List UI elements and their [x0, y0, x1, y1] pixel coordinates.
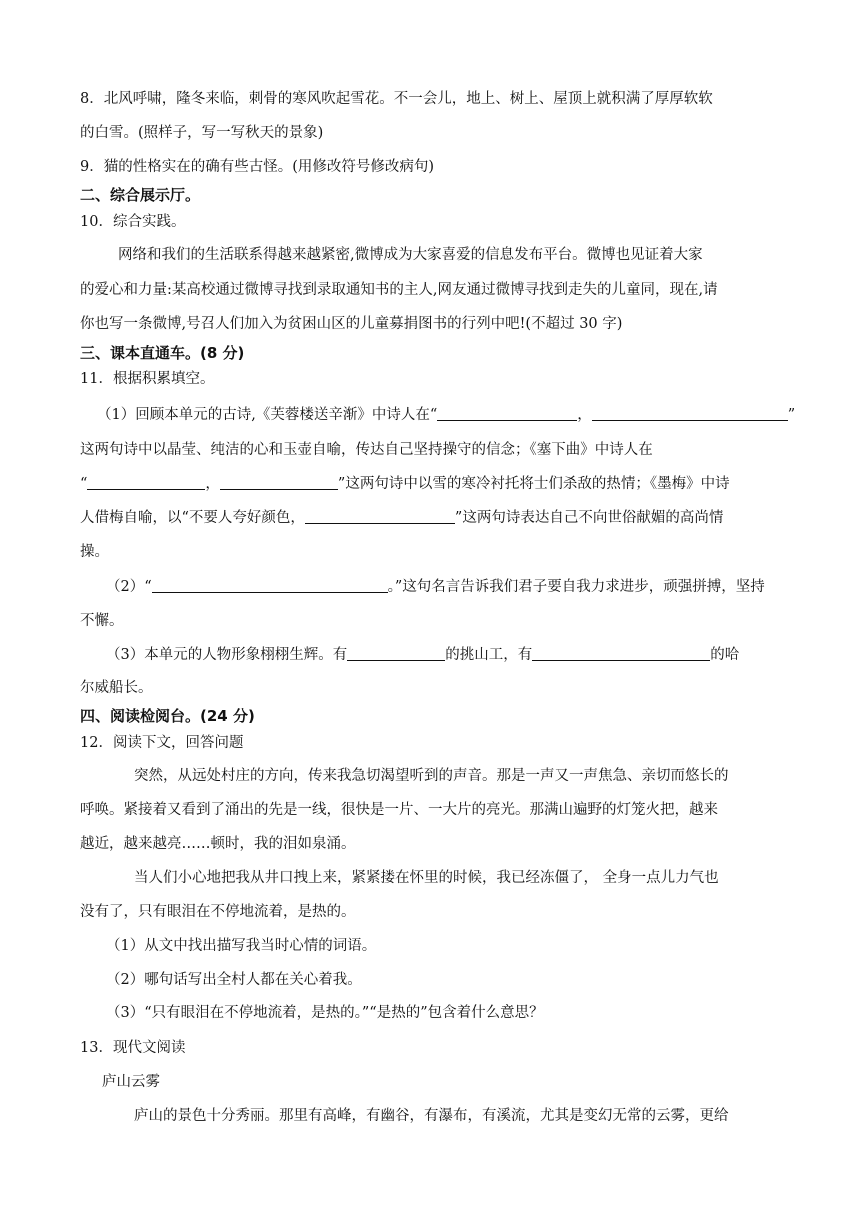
q12-subquestion-2: （2）哪句话写出全村人都在关心着我。 [106, 972, 362, 988]
q12-para1-line-3: 越近，越来越亮……顿时，我的泪如泉涌。 [80, 836, 356, 852]
q12-subquestion-1: （1）从文中找出描写我当时心情的词语。 [106, 938, 377, 954]
q11-p3-row-1 [106, 645, 739, 665]
q12-subquestion-3: （3）“只有眼泪在不停地流着，是热的。”“是热的”包含着什么意思？ [106, 1005, 544, 1021]
q8-line-2: 的白雪。(照样子，写一写秋天的景象) [80, 125, 324, 141]
q11-p1-text-f: ， [205, 476, 220, 492]
q13-passage-title: 庐山云雾 [102, 1074, 160, 1090]
q12-para2-line-1: 当人们小心地把我从井口拽上来，紧紧搂在怀里的时候，我已经冻僵了， 全身一点儿力气也 [134, 870, 719, 886]
q9-line-1: 9．猫的性格实在的确有些古怪。(用修改符号修改病句) [80, 159, 435, 175]
answer-blank-2[interactable] [592, 406, 788, 421]
section-4-heading: 四、阅读检阅台。(24 分) [80, 707, 255, 725]
answer-blank-4[interactable] [220, 475, 338, 490]
q11-p1-text-e: “ [80, 476, 88, 492]
answer-blank-1[interactable] [437, 406, 577, 421]
q12-para1-line-1: 突然，从远处村庄的方向，传来我急切渴望听到的声音。那是一声又一声焦急、亲切而悠长的 [134, 768, 729, 784]
q10-line-1: 10．综合实践。 [80, 214, 186, 230]
answer-blank-5[interactable] [305, 509, 455, 524]
q11-p1-text-c: ” [787, 407, 796, 423]
q11-p3-text-b: 的挑山工，有 [445, 647, 533, 663]
q11-p2-text-a: （2）“ [106, 579, 152, 595]
q11-p3-text-c: 的哈 [710, 647, 740, 663]
q11-p2-row-2: 不懈。 [80, 613, 124, 629]
answer-blank-6[interactable] [152, 578, 388, 593]
q11-p2-text-b: 。”这句名言告诉我们君子要自我力求进步，顽强拼搏，坚持 [387, 579, 765, 595]
q8-line-1: 8．北风呼啸，隆冬来临，刺骨的寒风吹起雪花。不一会儿，地上、树上、屋顶上就积满了厚厚软软 [80, 91, 713, 107]
q11-p1-text-i: ”这两句诗表达自己不向世俗献媚的高尚情 [454, 510, 724, 526]
answer-blank-7[interactable] [347, 646, 445, 661]
answer-blank-3[interactable] [87, 475, 205, 490]
q11-p1-row-2: 这两句诗中以晶莹、纯洁的心和玉壶自喻，传达自己坚持操守的信念；《塞下曲》中诗人在 [80, 442, 653, 458]
q12-para1-line-2: 呼唤。紧接着又看到了涌出的先是一线，很快是一片、一大片的亮光。那满山遍野的灯笼火把，越来 [80, 802, 718, 818]
q11-p1-row-4 [80, 508, 723, 528]
q10-line-3: 的爱心和力量:某高校通过微博寻找到录取通知书的主人,网友通过微博寻找到走失的儿童同，现在,请 [80, 282, 718, 298]
answer-blank-8[interactable] [532, 646, 710, 661]
q11-p1-text-b: ， [577, 407, 592, 423]
q12-line-1: 12．阅读下文，回答问题 [80, 735, 244, 751]
q11-p1-text-a: （1）回顾本单元的古诗,《芙蓉楼送辛渐》中诗人在“ [97, 407, 438, 423]
q11-p1-text-g: ”这两句诗中以雪的寒冷衬托将士们杀敌的热情；《墨梅》中诗 [337, 476, 730, 492]
q12-para2-line-2: 没有了，只有眼泪在不停地流着，是热的。 [80, 904, 356, 920]
q11-p1-row-5: 操。 [80, 544, 109, 560]
q11-p3-text-a: （3）本单元的人物形象栩栩生辉。有 [106, 647, 348, 663]
q13-line-1: 13．现代文阅读 [80, 1040, 186, 1056]
q11-p2-row-1 [106, 577, 765, 597]
section-2-heading: 二、综合展示厅。 [80, 186, 201, 204]
q11-p1-text-h: 人借梅自喻，以“不要人夸好颜色， [80, 510, 305, 526]
q10-line-2: 网络和我们的生活联系得越来越紧密,微博成为大家喜爱的信息发布平台。微博也见证着大家 [118, 247, 703, 263]
q13-para1-line-1: 庐山的景色十分秀丽。那里有高峰，有幽谷，有瀑布，有溪流，尤其是变幻无常的云雾，更给 [134, 1108, 729, 1124]
q11-p3-row-2: 尔威船长。 [80, 680, 153, 696]
q11-line-1: 11．根据积累填空。 [80, 371, 215, 387]
q11-p1-row-1 [97, 405, 795, 425]
q10-line-4: 你也写一条微博,号召人们加入为贫困山区的儿童募捐图书的行列中吧!(不超过 30 字) [80, 316, 623, 332]
section-3-heading: 三、课本直通车。(8 分) [80, 344, 245, 362]
q11-p1-row-3 [80, 474, 730, 494]
